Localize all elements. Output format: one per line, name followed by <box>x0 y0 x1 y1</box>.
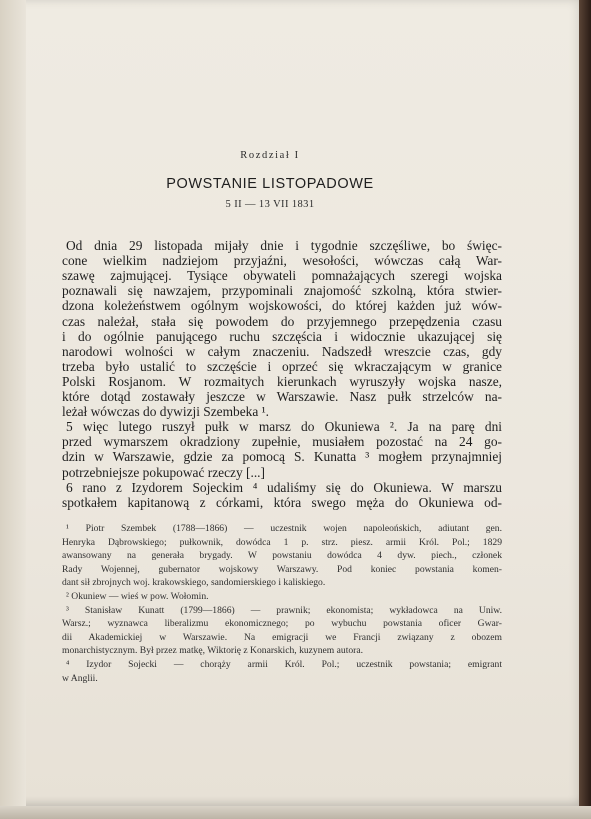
body-line: trzeba było ustalić to szczęście i oprzeć się wkraczającym w granice <box>62 358 502 374</box>
body-line: które dotąd zostawały jeszcze w Warszawie. Nasz pułk strzelców na- <box>62 389 502 404</box>
body-line: spotkałem kapitanową z córkami, która swego męża do Okuniewa od- <box>62 494 502 510</box>
footnote-line: Henryka Dąbrowskiego; pułkownik, dowódca 1 p. strz. piesz. armii Król. Pol.; 1829 <box>62 536 502 548</box>
footnote-line: monarchistycznym. Był przez matkę, Wiktorię z Konarskich, kuzynem autora. <box>62 645 364 657</box>
footnote-line: awansowany na generała brygady. W powstaniu dowódca 4 dyw. piech., członek <box>62 550 502 562</box>
body-line: czas należał, stała się powodem do przyjemnego przepędzenia czasu <box>62 313 502 329</box>
body-line: narodowi wolności w całym znaczeniu. Nadszedł wreszcie czas, gdy <box>62 343 502 359</box>
footnote-line: ¹ Piotr Szembek (1788—1866) — uczestnik wojen napoleońskich, adiutant gen. <box>66 523 502 534</box>
footnote-line: dii Akademickiej w Warszawie. Na emigracji we Francji związany z obozem <box>62 631 502 643</box>
chapter-title: POWSTANIE LISTOPADOWE <box>166 176 374 192</box>
footnote-line: dant sił zbrojnych woj. krakowskiego, sandomierskiego i kaliskiego. <box>62 577 326 589</box>
body-line: i do ogólnie panującego ruchu szczęścia i widocznie ukazującej się <box>62 328 502 344</box>
body-line: dzin w Warszawie, gdzie za pomocą S. Kunatta ³ mogłem przynajmniej <box>62 449 502 465</box>
footnote-line: Rady Wojennej, gubernator wojskowy Warszawy. Pod koniec powstania komen- <box>62 563 502 575</box>
body-line: przed wymarszem okradziony zupełnie, musiałem pozostać na 24 go- <box>62 434 502 450</box>
chapter-label: Rozdział I <box>240 150 300 161</box>
body-line: Polski Rosjanom. W rozmaitych kierunkach wyruszyły wojska nasze, <box>62 373 502 389</box>
body-line: 6 rano z Izydorem Sojeckim ⁴ udaliśmy się do Okuniewa. W marszu <box>66 479 502 495</box>
body-line: 5 więc lutego ruszył pułk w marsz do Okuniewa ². Ja na parę dni <box>66 419 502 435</box>
body-line: leżał wówczas do dywizji Szembeka ¹. <box>62 404 270 420</box>
body-line: dzona koleżeństwem ogólnym wojskowości, do której każden już wów- <box>62 298 502 314</box>
footnote-line: Warsz.; wyznawca liberalizmu ekonomicznego; po wybuchu powstania oficer Gwar- <box>62 618 502 630</box>
body-line: potrzebniejsze pokupować rzeczy [...] <box>62 464 265 480</box>
body-line: poznawali się nawzajem, przypominali znajomość szkolną, która stwier- <box>62 283 502 299</box>
body-line: cone wielkim nadziejom przyjaźni, wesołości, wówczas całą War- <box>62 253 502 269</box>
body-line: szawę zajmującej. Tysiące obywateli pomnażających szeregi wojska <box>62 268 502 284</box>
footnote-line: ² Okuniew — wieś w pow. Wołomin. <box>66 591 209 602</box>
body-line: Od dnia 29 listopada mijały dnie i tygodnie szczęśliwe, bo święc- <box>66 238 502 253</box>
table-surface <box>579 0 591 819</box>
footnote-line: ³ Stanisław Kunatt (1799—1866) — prawnik; ekonomista; wykładowca na Uniw. <box>66 604 502 616</box>
page-stack-edge <box>0 806 591 819</box>
footnote-line: ⁴ Izydor Sojecki — chorąży armii Król. Pol.; uczestnik powstania; emigrant <box>66 659 502 670</box>
footnote-line: w Anglii. <box>62 672 98 684</box>
date-range: 5 II — 13 VII 1831 <box>225 199 315 210</box>
